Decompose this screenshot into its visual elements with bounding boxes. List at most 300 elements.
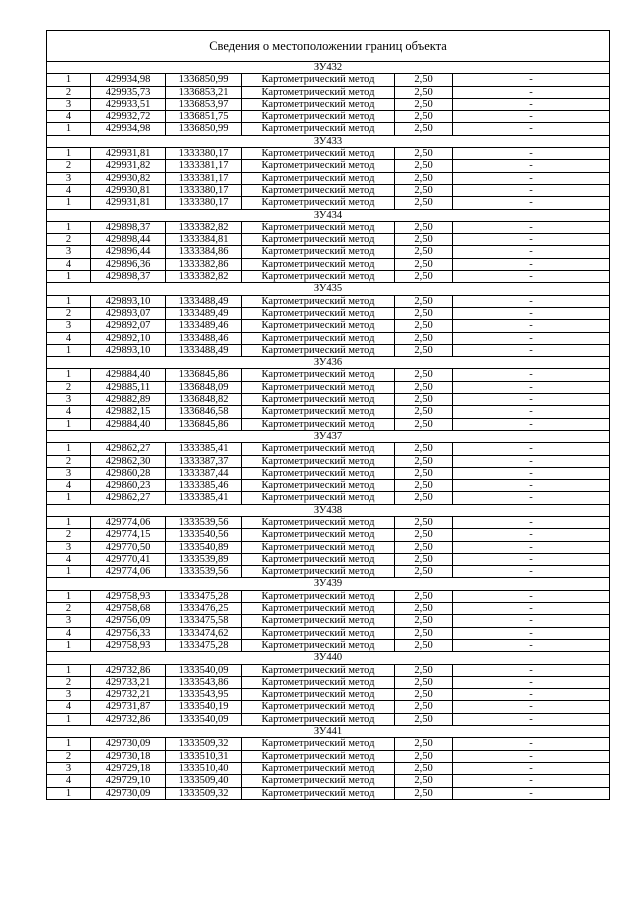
- coord-y-cell: 1336846,58: [166, 406, 242, 418]
- description-cell: -: [453, 529, 610, 541]
- section-name: ЗУ441: [47, 726, 610, 738]
- table-row: [47, 775, 610, 787]
- method-cell: Картометрический метод: [242, 381, 395, 393]
- coord-x-cell: 429756,33: [91, 627, 166, 639]
- point-number-cell: 1: [47, 787, 91, 799]
- coord-x-cell: 429730,09: [91, 738, 166, 750]
- coord-x-cell: 429729,10: [91, 775, 166, 787]
- accuracy-cell: 2,50: [395, 750, 453, 762]
- method-cell: Картометрический метод: [242, 467, 395, 479]
- table-row: [47, 750, 610, 762]
- coord-y-cell: 1333387,37: [166, 455, 242, 467]
- coord-y-cell: 1333385,46: [166, 480, 242, 492]
- table-row: [47, 344, 610, 356]
- coord-y-cell: 1336845,86: [166, 418, 242, 430]
- description-cell: -: [453, 639, 610, 651]
- method-cell: Картометрический метод: [242, 516, 395, 528]
- coord-x-cell: 429882,15: [91, 406, 166, 418]
- description-cell: -: [453, 480, 610, 492]
- table-row: [47, 492, 610, 504]
- description-cell: -: [453, 615, 610, 627]
- coord-y-cell: 1333387,44: [166, 467, 242, 479]
- table-row: [47, 307, 610, 319]
- description-cell: -: [453, 603, 610, 615]
- point-number-cell: 4: [47, 480, 91, 492]
- description-cell: -: [453, 738, 610, 750]
- section-name: ЗУ434: [47, 209, 610, 221]
- description-cell: -: [453, 184, 610, 196]
- section-name: ЗУ436: [47, 357, 610, 369]
- accuracy-cell: 2,50: [395, 553, 453, 565]
- table-row: [47, 246, 610, 258]
- coord-x-cell: 429892,07: [91, 320, 166, 332]
- accuracy-cell: 2,50: [395, 480, 453, 492]
- description-cell: -: [453, 775, 610, 787]
- coord-x-cell: 429729,18: [91, 762, 166, 774]
- coord-y-cell: 1333539,56: [166, 516, 242, 528]
- coord-y-cell: 1333384,86: [166, 246, 242, 258]
- accuracy-cell: 2,50: [395, 369, 453, 381]
- coord-x-cell: 429884,40: [91, 418, 166, 430]
- method-cell: Картометрический метод: [242, 258, 395, 270]
- coord-y-cell: 1336845,86: [166, 369, 242, 381]
- description-cell: -: [453, 344, 610, 356]
- point-number-cell: 2: [47, 307, 91, 319]
- section-header-row: [47, 726, 610, 738]
- accuracy-cell: 2,50: [395, 406, 453, 418]
- table-row: [47, 332, 610, 344]
- method-cell: Картометрический метод: [242, 627, 395, 639]
- table-row: [47, 234, 610, 246]
- point-number-cell: 4: [47, 775, 91, 787]
- coord-y-cell: 1333540,19: [166, 701, 242, 713]
- coord-x-cell: 429732,86: [91, 664, 166, 676]
- table-row: [47, 197, 610, 209]
- accuracy-cell: 2,50: [395, 689, 453, 701]
- table-row: [47, 111, 610, 123]
- method-cell: Картометрический метод: [242, 529, 395, 541]
- description-cell: -: [453, 787, 610, 799]
- description-cell: -: [453, 701, 610, 713]
- table-row: [47, 455, 610, 467]
- table-row: [47, 123, 610, 135]
- coord-y-cell: 1333539,89: [166, 553, 242, 565]
- table-row: [47, 480, 610, 492]
- description-cell: -: [453, 443, 610, 455]
- coord-y-cell: 1336850,99: [166, 74, 242, 86]
- accuracy-cell: 2,50: [395, 713, 453, 725]
- method-cell: Картометрический метод: [242, 443, 395, 455]
- coord-y-cell: 1333489,49: [166, 307, 242, 319]
- coord-x-cell: 429931,81: [91, 197, 166, 209]
- description-cell: -: [453, 111, 610, 123]
- coord-y-cell: 1333475,28: [166, 590, 242, 602]
- method-cell: Картометрический метод: [242, 369, 395, 381]
- section-header-row: [47, 504, 610, 516]
- point-number-cell: 4: [47, 406, 91, 418]
- coord-x-cell: 429732,86: [91, 713, 166, 725]
- coord-x-cell: 429898,44: [91, 234, 166, 246]
- point-number-cell: 1: [47, 738, 91, 750]
- method-cell: Картометрический метод: [242, 701, 395, 713]
- coord-y-cell: 1333509,32: [166, 787, 242, 799]
- accuracy-cell: 2,50: [395, 455, 453, 467]
- coord-y-cell: 1336848,82: [166, 394, 242, 406]
- description-cell: -: [453, 516, 610, 528]
- table-row: [47, 148, 610, 160]
- method-cell: Картометрический метод: [242, 111, 395, 123]
- description-cell: -: [453, 394, 610, 406]
- table-row: [47, 160, 610, 172]
- section-header-row: [47, 135, 610, 147]
- description-cell: -: [453, 234, 610, 246]
- coord-x-cell: 429770,50: [91, 541, 166, 553]
- accuracy-cell: 2,50: [395, 74, 453, 86]
- coord-y-cell: 1333509,40: [166, 775, 242, 787]
- table-row: [47, 689, 610, 701]
- coord-y-cell: 1336848,09: [166, 381, 242, 393]
- accuracy-cell: 2,50: [395, 787, 453, 799]
- coord-y-cell: 1333510,40: [166, 762, 242, 774]
- description-cell: -: [453, 332, 610, 344]
- accuracy-cell: 2,50: [395, 541, 453, 553]
- point-number-cell: 4: [47, 258, 91, 270]
- method-cell: Картометрический метод: [242, 295, 395, 307]
- table-row: [47, 590, 610, 602]
- accuracy-cell: 2,50: [395, 246, 453, 258]
- table-row: [47, 639, 610, 651]
- coord-y-cell: 1333488,49: [166, 295, 242, 307]
- description-cell: -: [453, 148, 610, 160]
- coord-y-cell: 1333510,31: [166, 750, 242, 762]
- method-cell: Картометрический метод: [242, 492, 395, 504]
- method-cell: Картометрический метод: [242, 615, 395, 627]
- coord-x-cell: 429930,82: [91, 172, 166, 184]
- coord-y-cell: 1333509,32: [166, 738, 242, 750]
- accuracy-cell: 2,50: [395, 160, 453, 172]
- point-number-cell: 1: [47, 271, 91, 283]
- method-cell: Картометрический метод: [242, 74, 395, 86]
- method-cell: Картометрический метод: [242, 713, 395, 725]
- method-cell: Картометрический метод: [242, 418, 395, 430]
- coord-y-cell: 1333540,56: [166, 529, 242, 541]
- coord-y-cell: 1336850,99: [166, 123, 242, 135]
- accuracy-cell: 2,50: [395, 603, 453, 615]
- accuracy-cell: 2,50: [395, 467, 453, 479]
- section-name: ЗУ433: [47, 135, 610, 147]
- description-cell: -: [453, 307, 610, 319]
- method-cell: Картометрический метод: [242, 689, 395, 701]
- method-cell: Картометрический метод: [242, 148, 395, 160]
- description-cell: -: [453, 762, 610, 774]
- accuracy-cell: 2,50: [395, 148, 453, 160]
- accuracy-cell: 2,50: [395, 627, 453, 639]
- table-row: [47, 394, 610, 406]
- coord-y-cell: 1333476,25: [166, 603, 242, 615]
- method-cell: Картометрический метод: [242, 197, 395, 209]
- accuracy-cell: 2,50: [395, 111, 453, 123]
- section-header-row: [47, 62, 610, 74]
- table-row: [47, 664, 610, 676]
- accuracy-cell: 2,50: [395, 443, 453, 455]
- method-cell: Картометрический метод: [242, 566, 395, 578]
- accuracy-cell: 2,50: [395, 590, 453, 602]
- coord-x-cell: 429896,44: [91, 246, 166, 258]
- section-name: ЗУ437: [47, 430, 610, 442]
- point-number-cell: 3: [47, 320, 91, 332]
- method-cell: Картометрический метод: [242, 603, 395, 615]
- description-cell: -: [453, 123, 610, 135]
- method-cell: Картометрический метод: [242, 738, 395, 750]
- coord-x-cell: 429931,81: [91, 148, 166, 160]
- method-cell: Картометрический метод: [242, 406, 395, 418]
- point-number-cell: 4: [47, 553, 91, 565]
- description-cell: -: [453, 197, 610, 209]
- method-cell: Картометрический метод: [242, 394, 395, 406]
- coord-y-cell: 1333475,58: [166, 615, 242, 627]
- table-row: [47, 541, 610, 553]
- coord-y-cell: 1333540,89: [166, 541, 242, 553]
- accuracy-cell: 2,50: [395, 676, 453, 688]
- coord-y-cell: 1333381,17: [166, 160, 242, 172]
- table-row: [47, 406, 610, 418]
- description-cell: -: [453, 418, 610, 430]
- coord-x-cell: 429930,81: [91, 184, 166, 196]
- table-row: [47, 615, 610, 627]
- table-row: [47, 74, 610, 86]
- method-cell: Картометрический метод: [242, 762, 395, 774]
- method-cell: Картометрический метод: [242, 787, 395, 799]
- method-cell: Картометрический метод: [242, 86, 395, 98]
- point-number-cell: 3: [47, 394, 91, 406]
- coord-y-cell: 1333475,28: [166, 639, 242, 651]
- description-cell: -: [453, 689, 610, 701]
- point-number-cell: 1: [47, 566, 91, 578]
- description-cell: -: [453, 406, 610, 418]
- point-number-cell: 3: [47, 762, 91, 774]
- method-cell: Картометрический метод: [242, 750, 395, 762]
- title-row: [47, 31, 610, 62]
- point-number-cell: 2: [47, 160, 91, 172]
- coord-y-cell: 1333543,86: [166, 676, 242, 688]
- accuracy-cell: 2,50: [395, 738, 453, 750]
- coord-y-cell: 1333385,41: [166, 492, 242, 504]
- accuracy-cell: 2,50: [395, 615, 453, 627]
- point-number-cell: 2: [47, 676, 91, 688]
- accuracy-cell: 2,50: [395, 701, 453, 713]
- description-cell: -: [453, 369, 610, 381]
- method-cell: Картометрический метод: [242, 455, 395, 467]
- table-row: [47, 516, 610, 528]
- coord-x-cell: 429758,93: [91, 639, 166, 651]
- point-number-cell: 4: [47, 701, 91, 713]
- accuracy-cell: 2,50: [395, 418, 453, 430]
- coord-x-cell: 429935,73: [91, 86, 166, 98]
- coord-x-cell: 429934,98: [91, 123, 166, 135]
- coord-x-cell: 429892,10: [91, 332, 166, 344]
- method-cell: Картометрический метод: [242, 590, 395, 602]
- coord-x-cell: 429898,37: [91, 271, 166, 283]
- method-cell: Картометрический метод: [242, 172, 395, 184]
- coord-y-cell: 1333488,49: [166, 344, 242, 356]
- description-cell: -: [453, 664, 610, 676]
- method-cell: Картометрический метод: [242, 221, 395, 233]
- coord-x-cell: 429733,21: [91, 676, 166, 688]
- accuracy-cell: 2,50: [395, 221, 453, 233]
- point-number-cell: 3: [47, 246, 91, 258]
- point-number-cell: 1: [47, 443, 91, 455]
- accuracy-cell: 2,50: [395, 492, 453, 504]
- accuracy-cell: 2,50: [395, 86, 453, 98]
- coord-x-cell: 429934,98: [91, 74, 166, 86]
- coord-y-cell: 1333488,46: [166, 332, 242, 344]
- accuracy-cell: 2,50: [395, 664, 453, 676]
- method-cell: Картометрический метод: [242, 553, 395, 565]
- accuracy-cell: 2,50: [395, 295, 453, 307]
- section-header-row: [47, 578, 610, 590]
- coord-x-cell: 429862,27: [91, 443, 166, 455]
- table-row: [47, 603, 610, 615]
- table-title: Сведения о местоположении границ объекта: [47, 31, 610, 62]
- point-number-cell: 2: [47, 750, 91, 762]
- coord-y-cell: 1333380,17: [166, 148, 242, 160]
- method-cell: Картометрический метод: [242, 160, 395, 172]
- coord-x-cell: 429758,93: [91, 590, 166, 602]
- method-cell: Картометрический метод: [242, 98, 395, 110]
- coord-y-cell: 1333382,86: [166, 258, 242, 270]
- accuracy-cell: 2,50: [395, 98, 453, 110]
- coord-x-cell: 429898,37: [91, 221, 166, 233]
- coord-y-cell: 1333381,17: [166, 172, 242, 184]
- accuracy-cell: 2,50: [395, 639, 453, 651]
- coord-y-cell: 1336853,21: [166, 86, 242, 98]
- method-cell: Картометрический метод: [242, 320, 395, 332]
- description-cell: -: [453, 750, 610, 762]
- method-cell: Картометрический метод: [242, 676, 395, 688]
- method-cell: Картометрический метод: [242, 664, 395, 676]
- point-number-cell: 1: [47, 344, 91, 356]
- table-row: [47, 86, 610, 98]
- accuracy-cell: 2,50: [395, 320, 453, 332]
- coord-x-cell: 429896,36: [91, 258, 166, 270]
- coord-x-cell: 429893,07: [91, 307, 166, 319]
- point-number-cell: 3: [47, 172, 91, 184]
- method-cell: Картометрический метод: [242, 480, 395, 492]
- description-cell: -: [453, 627, 610, 639]
- table-row: [47, 627, 610, 639]
- table-row: [47, 184, 610, 196]
- coord-x-cell: 429884,40: [91, 369, 166, 381]
- description-cell: -: [453, 98, 610, 110]
- coord-y-cell: 1333543,95: [166, 689, 242, 701]
- coord-y-cell: 1333489,46: [166, 320, 242, 332]
- coord-x-cell: 429758,68: [91, 603, 166, 615]
- section-name: ЗУ438: [47, 504, 610, 516]
- method-cell: Картометрический метод: [242, 639, 395, 651]
- coord-y-cell: 1333385,41: [166, 443, 242, 455]
- accuracy-cell: 2,50: [395, 394, 453, 406]
- description-cell: -: [453, 221, 610, 233]
- table-row: [47, 172, 610, 184]
- table-row: [47, 713, 610, 725]
- coord-x-cell: 429770,41: [91, 553, 166, 565]
- coord-x-cell: 429885,11: [91, 381, 166, 393]
- table-row: [47, 738, 610, 750]
- point-number-cell: 3: [47, 541, 91, 553]
- table-row: [47, 701, 610, 713]
- table-row: [47, 418, 610, 430]
- description-cell: -: [453, 566, 610, 578]
- point-number-cell: 2: [47, 234, 91, 246]
- coord-x-cell: 429731,87: [91, 701, 166, 713]
- point-number-cell: 4: [47, 184, 91, 196]
- coord-y-cell: 1333540,09: [166, 713, 242, 725]
- table-row: [47, 271, 610, 283]
- section-header-row: [47, 209, 610, 221]
- coord-y-cell: 1333382,82: [166, 221, 242, 233]
- point-number-cell: 1: [47, 639, 91, 651]
- point-number-cell: 3: [47, 467, 91, 479]
- point-number-cell: 1: [47, 713, 91, 725]
- table-row: [47, 676, 610, 688]
- description-cell: -: [453, 246, 610, 258]
- point-number-cell: 4: [47, 627, 91, 639]
- description-cell: -: [453, 455, 610, 467]
- description-cell: -: [453, 590, 610, 602]
- table-row: [47, 381, 610, 393]
- point-number-cell: 1: [47, 295, 91, 307]
- description-cell: -: [453, 541, 610, 553]
- accuracy-cell: 2,50: [395, 258, 453, 270]
- point-number-cell: 4: [47, 332, 91, 344]
- coord-y-cell: 1333382,82: [166, 271, 242, 283]
- method-cell: Картометрический метод: [242, 246, 395, 258]
- point-number-cell: 3: [47, 98, 91, 110]
- coord-x-cell: 429893,10: [91, 295, 166, 307]
- accuracy-cell: 2,50: [395, 344, 453, 356]
- description-cell: -: [453, 676, 610, 688]
- description-cell: -: [453, 86, 610, 98]
- method-cell: Картометрический метод: [242, 344, 395, 356]
- coord-x-cell: 429933,51: [91, 98, 166, 110]
- method-cell: Картометрический метод: [242, 234, 395, 246]
- section-name: ЗУ440: [47, 652, 610, 664]
- coord-x-cell: 429732,21: [91, 689, 166, 701]
- table-row: [47, 221, 610, 233]
- coord-y-cell: 1336853,97: [166, 98, 242, 110]
- description-cell: -: [453, 713, 610, 725]
- description-cell: -: [453, 295, 610, 307]
- description-cell: -: [453, 381, 610, 393]
- table-row: [47, 369, 610, 381]
- description-cell: -: [453, 172, 610, 184]
- point-number-cell: 1: [47, 197, 91, 209]
- point-number-cell: 2: [47, 603, 91, 615]
- point-number-cell: 1: [47, 418, 91, 430]
- coord-x-cell: 429774,06: [91, 516, 166, 528]
- point-number-cell: 1: [47, 369, 91, 381]
- coord-x-cell: 429882,89: [91, 394, 166, 406]
- accuracy-cell: 2,50: [395, 234, 453, 246]
- coord-y-cell: 1333540,09: [166, 664, 242, 676]
- point-number-cell: 3: [47, 689, 91, 701]
- boundary-table: [46, 30, 610, 800]
- coord-x-cell: 429862,27: [91, 492, 166, 504]
- coord-y-cell: 1333474,62: [166, 627, 242, 639]
- coord-x-cell: 429756,09: [91, 615, 166, 627]
- point-number-cell: 1: [47, 492, 91, 504]
- section-header-row: [47, 430, 610, 442]
